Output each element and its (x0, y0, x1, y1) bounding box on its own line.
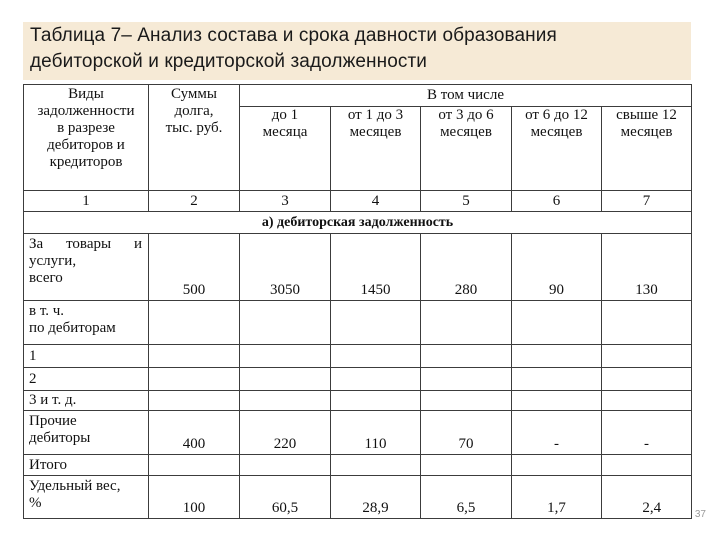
slide-title-box (23, 22, 691, 80)
cell-value (240, 391, 331, 411)
cell-value: 400 (149, 411, 240, 455)
cell-value (602, 301, 692, 345)
column-number: 2 (149, 191, 240, 212)
cell-value (331, 301, 421, 345)
cell-value (421, 368, 512, 391)
cell-value: 110 (331, 411, 421, 455)
header-type-of-debt: Виды задолженности в разрезе дебиторов и кредиторов (24, 85, 149, 191)
cell-value (512, 301, 602, 345)
title-line-1: Таблица 7– Анализ состава и срока давности образования (30, 25, 557, 46)
row-label: 1 (24, 345, 149, 368)
row-label: 3 и т. д. (24, 391, 149, 411)
cell-value: 130 (602, 234, 692, 301)
header-debt-amount: Суммы долга, тыс. руб. (149, 85, 240, 191)
column-number: 1 (24, 191, 149, 212)
cell-value: 70 (421, 411, 512, 455)
column-number-row (24, 191, 692, 212)
cell-value (240, 455, 331, 476)
cell-value (149, 345, 240, 368)
cell-value: 3050 (240, 234, 331, 301)
row-label: Удельный вес, % (24, 476, 149, 519)
row-label: в т. ч. по дебиторам (24, 301, 149, 345)
table-row (24, 476, 692, 519)
cell-value (602, 368, 692, 391)
cell-value (331, 391, 421, 411)
cell-value: 280 (421, 234, 512, 301)
cell-value (602, 455, 692, 476)
cell-value (512, 345, 602, 368)
row-label: За товары и услуги, всего (24, 234, 149, 301)
section-receivables-title: а) дебиторская задолженность (24, 212, 692, 234)
header-1-to-3-months: от 1 до 3 месяцев (331, 107, 421, 191)
cell-value: 1450 (331, 234, 421, 301)
cell-value: - (602, 411, 692, 455)
cell-value: 500 (149, 234, 240, 301)
cell-value (149, 368, 240, 391)
cell-value: 90 (512, 234, 602, 301)
cell-value (331, 345, 421, 368)
cell-value (331, 368, 421, 391)
row-label: Прочие дебиторы (24, 411, 149, 455)
table-row (24, 301, 692, 345)
cell-value: 6,5 (421, 476, 512, 519)
slide-page-number: 37 (694, 509, 706, 520)
cell-value: 60,5 (240, 476, 331, 519)
cell-value: 1,7 (512, 476, 602, 519)
cell-value: - (512, 411, 602, 455)
row-label: Итого (24, 455, 149, 476)
title-line-2: дебиторской и кредиторской задолженности (30, 51, 428, 72)
cell-value (240, 368, 331, 391)
column-number: 3 (240, 191, 331, 212)
table-row (24, 345, 692, 368)
header-up-to-1-month: до 1 месяца (240, 107, 331, 191)
cell-value (331, 455, 421, 476)
column-number: 7 (602, 191, 692, 212)
table-row (24, 234, 692, 301)
cell-value (421, 455, 512, 476)
table-row (24, 411, 692, 455)
cell-value (512, 368, 602, 391)
cell-value: 28,9 (331, 476, 421, 519)
cell-value (240, 301, 331, 345)
cell-value: 100 (149, 476, 240, 519)
cell-value: 220 (240, 411, 331, 455)
header-3-to-6-months: от 3 до 6 месяцев (421, 107, 512, 191)
cell-value (512, 455, 602, 476)
cell-value (149, 455, 240, 476)
header-including-group: В том числе (240, 85, 692, 107)
aging-analysis-table (23, 84, 692, 519)
table-row (24, 368, 692, 391)
cell-value (421, 301, 512, 345)
cell-value (421, 345, 512, 368)
row-label: 2 (24, 368, 149, 391)
cell-value (149, 391, 240, 411)
cell-value (512, 391, 602, 411)
cell-value (240, 345, 331, 368)
header-over-12-months: свыше 12 месяцев (602, 107, 692, 191)
table-row (24, 391, 692, 411)
cell-value (602, 391, 692, 411)
column-number: 5 (421, 191, 512, 212)
table-row (24, 455, 692, 476)
column-number: 4 (331, 191, 421, 212)
cell-value: 2,4 (602, 476, 692, 519)
header-6-to-12-months: от 6 до 12 месяцев (512, 107, 602, 191)
cell-value (421, 391, 512, 411)
column-number: 6 (512, 191, 602, 212)
cell-value (602, 345, 692, 368)
cell-value (149, 301, 240, 345)
